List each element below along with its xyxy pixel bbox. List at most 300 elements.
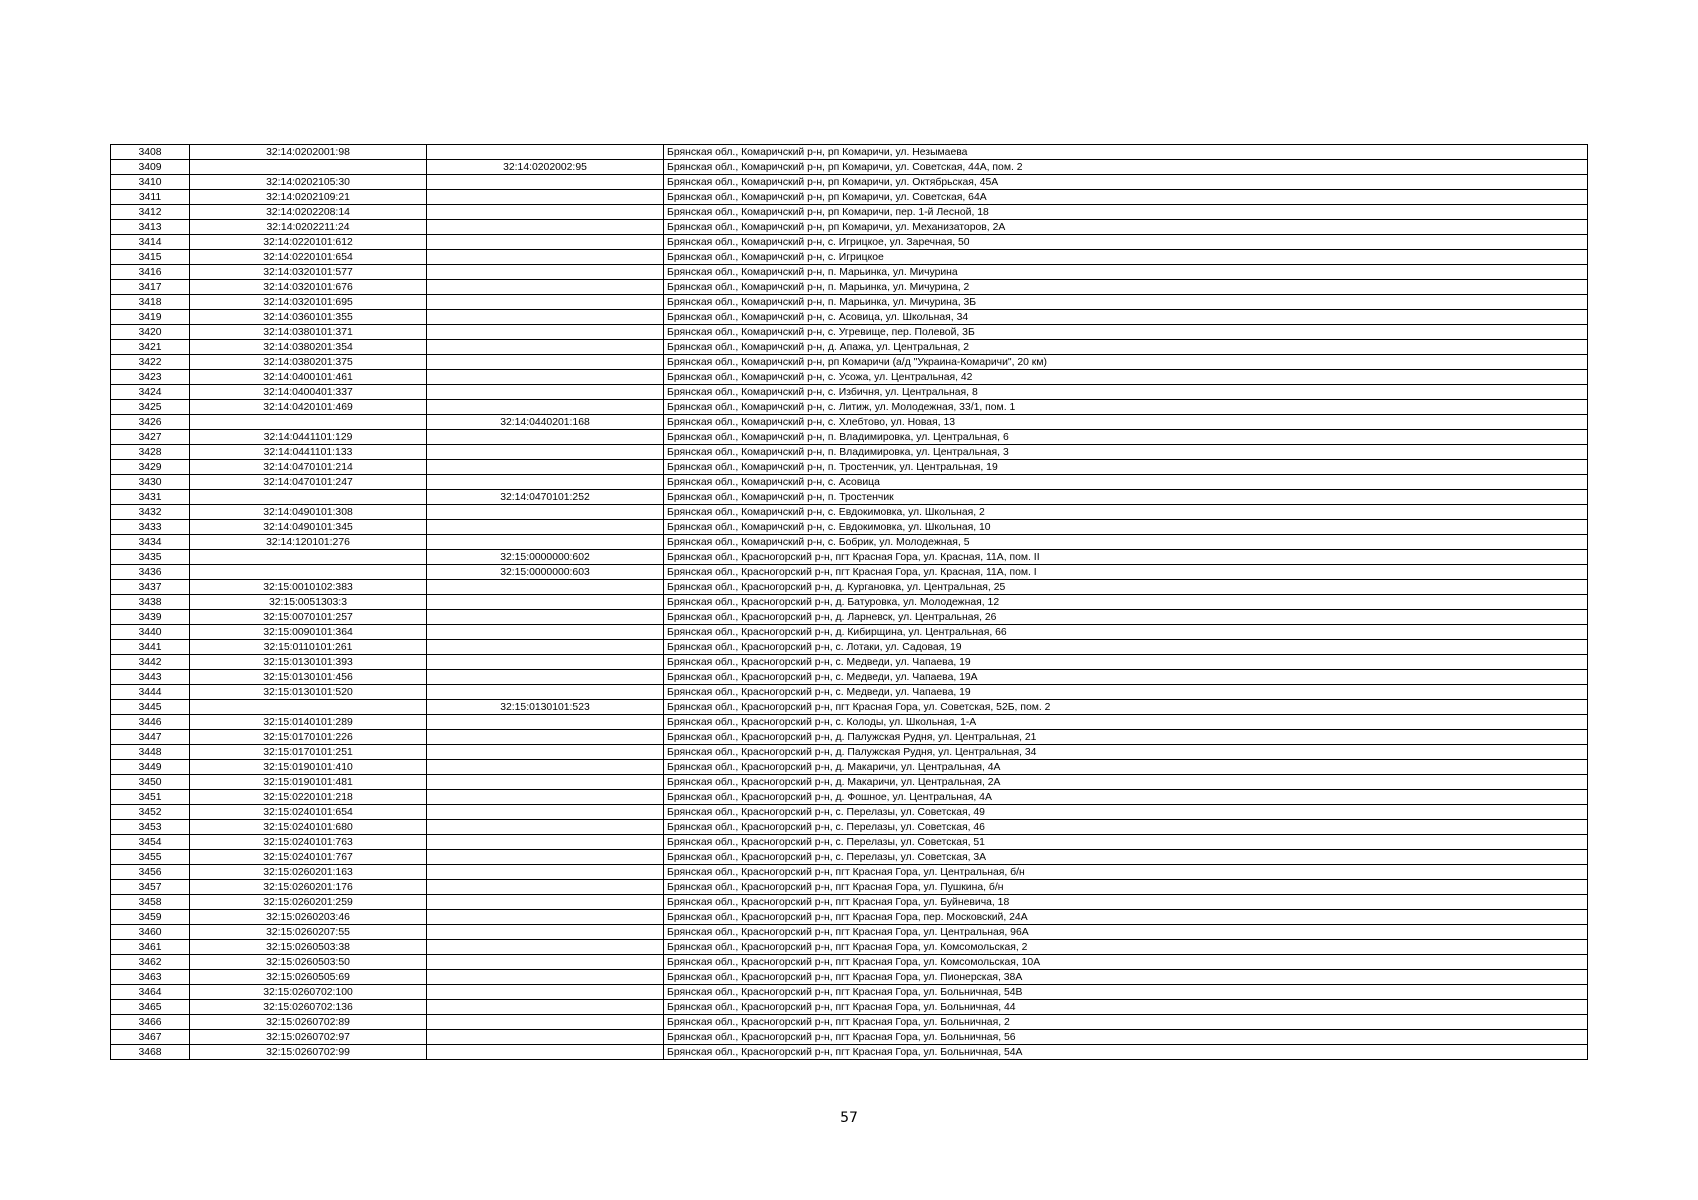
- address-cell: Брянская обл., Комаричский р-н, рп Комаричи, ул. Советская, 44А, пом. 2: [664, 160, 1588, 175]
- cadastral-number-cell: [190, 565, 427, 580]
- row-number-cell: 3467: [111, 1030, 190, 1045]
- premises-cadastral-number-cell: [427, 1030, 664, 1045]
- address-cell: Брянская обл., Красногорский р-н, пгт Красная Гора, ул. Центральная, 96А: [664, 925, 1588, 940]
- address-cell: Брянская обл., Комаричский р-н, рп Комаричи, ул. Советская, 64А: [664, 190, 1588, 205]
- row-number-cell: 3439: [111, 610, 190, 625]
- table-row: [111, 340, 1588, 355]
- address-cell: Брянская обл., Красногорский р-н, с. Лотаки, ул. Садовая, 19: [664, 640, 1588, 655]
- row-number-cell: 3445: [111, 700, 190, 715]
- address-cell: Брянская обл., Комаричский р-н, д. Апажа, ул. Центральная, 2: [664, 340, 1588, 355]
- row-number-cell: 3456: [111, 865, 190, 880]
- address-cell: Брянская обл., Красногорский р-н, с. Колоды, ул. Школьная, 1-А: [664, 715, 1588, 730]
- cadastral-number-cell: [190, 160, 427, 175]
- cadastral-number-cell: 32:15:0140101:289: [190, 715, 427, 730]
- premises-cadastral-number-cell: 32:15:0130101:523: [427, 700, 664, 715]
- address-cell: Брянская обл., Красногорский р-н, пгт Красная Гора, ул. Красная, 11А, пом. I: [664, 565, 1588, 580]
- address-cell: Брянская обл., Красногорский р-н, д. Палужская Рудня, ул. Центральная, 21: [664, 730, 1588, 745]
- row-number-cell: 3438: [111, 595, 190, 610]
- row-number-cell: 3459: [111, 910, 190, 925]
- row-number-cell: 3466: [111, 1015, 190, 1030]
- table-row: [111, 970, 1588, 985]
- premises-cadastral-number-cell: [427, 280, 664, 295]
- table-row: [111, 790, 1588, 805]
- row-number-cell: 3457: [111, 880, 190, 895]
- cadastral-number-cell: 32:15:0240101:767: [190, 850, 427, 865]
- table-row: [111, 850, 1588, 865]
- address-cell: Брянская обл., Красногорский р-н, с. Перелазы, ул. Советская, 49: [664, 805, 1588, 820]
- premises-cadastral-number-cell: [427, 385, 664, 400]
- table-row: [111, 370, 1588, 385]
- address-cell: Брянская обл., Красногорский р-н, д. Фошное, ул. Центральная, 4А: [664, 790, 1588, 805]
- table-row: [111, 595, 1588, 610]
- premises-cadastral-number-cell: [427, 895, 664, 910]
- row-number-cell: 3464: [111, 985, 190, 1000]
- table-row: [111, 265, 1588, 280]
- cadastral-number-cell: 32:15:0110101:261: [190, 640, 427, 655]
- address-cell: Брянская обл., Комаричский р-н, п. Тростенчик: [664, 490, 1588, 505]
- row-number-cell: 3462: [111, 955, 190, 970]
- table-row: [111, 325, 1588, 340]
- premises-cadastral-number-cell: [427, 595, 664, 610]
- cadastral-number-cell: 32:15:0240101:654: [190, 805, 427, 820]
- premises-cadastral-number-cell: [427, 835, 664, 850]
- table-row: [111, 490, 1588, 505]
- table-row: [111, 250, 1588, 265]
- address-cell: Брянская обл., Красногорский р-н, пгт Красная Гора, ул. Больничная, 44: [664, 1000, 1588, 1015]
- cadastral-number-cell: 32:14:0490101:345: [190, 520, 427, 535]
- address-cell: Брянская обл., Красногорский р-н, пгт Красная Гора, ул. Пушкина, б/н: [664, 880, 1588, 895]
- address-cell: Брянская обл., Красногорский р-н, д. Кибирщина, ул. Центральная, 66: [664, 625, 1588, 640]
- cadastral-number-cell: 32:15:0051303:3: [190, 595, 427, 610]
- row-number-cell: 3465: [111, 1000, 190, 1015]
- row-number-cell: 3447: [111, 730, 190, 745]
- premises-cadastral-number-cell: [427, 805, 664, 820]
- premises-cadastral-number-cell: [427, 190, 664, 205]
- row-number-cell: 3455: [111, 850, 190, 865]
- premises-cadastral-number-cell: [427, 880, 664, 895]
- address-cell: Брянская обл., Комаричский р-н, п. Владимировка, ул. Центральная, 3: [664, 445, 1588, 460]
- table-row: [111, 220, 1588, 235]
- address-cell: Брянская обл., Красногорский р-н, д. Ларневск, ул. Центральная, 26: [664, 610, 1588, 625]
- row-number-cell: 3450: [111, 775, 190, 790]
- table-row: [111, 175, 1588, 190]
- cadastral-number-cell: 32:14:0470101:214: [190, 460, 427, 475]
- table-row: [111, 625, 1588, 640]
- row-number-cell: 3410: [111, 175, 190, 190]
- cadastral-number-cell: 32:14:0360101:355: [190, 310, 427, 325]
- table-row: [111, 295, 1588, 310]
- premises-cadastral-number-cell: [427, 580, 664, 595]
- row-number-cell: 3443: [111, 670, 190, 685]
- table-row: [111, 1030, 1588, 1045]
- row-number-cell: 3408: [111, 145, 190, 160]
- premises-cadastral-number-cell: [427, 745, 664, 760]
- row-number-cell: 3418: [111, 295, 190, 310]
- address-cell: Брянская обл., Красногорский р-н, д. Макаричи, ул. Центральная, 2А: [664, 775, 1588, 790]
- table-row: [111, 355, 1588, 370]
- row-number-cell: 3433: [111, 520, 190, 535]
- premises-cadastral-number-cell: [427, 1015, 664, 1030]
- table-row: [111, 475, 1588, 490]
- cadastral-number-cell: 32:15:0240101:680: [190, 820, 427, 835]
- table-row: [111, 805, 1588, 820]
- premises-cadastral-number-cell: 32:14:0440201:168: [427, 415, 664, 430]
- premises-cadastral-number-cell: [427, 670, 664, 685]
- premises-cadastral-number-cell: [427, 655, 664, 670]
- premises-cadastral-number-cell: 32:14:0470101:252: [427, 490, 664, 505]
- address-cell: Брянская обл., Красногорский р-н, пгт Красная Гора, ул. Центральная, б/н: [664, 865, 1588, 880]
- cadastral-number-cell: 32:15:0190101:410: [190, 760, 427, 775]
- table-row: [111, 685, 1588, 700]
- table-row: [111, 655, 1588, 670]
- table-row: [111, 565, 1588, 580]
- table-row: [111, 550, 1588, 565]
- table-row: [111, 760, 1588, 775]
- table-row: [111, 580, 1588, 595]
- premises-cadastral-number-cell: [427, 460, 664, 475]
- row-number-cell: 3422: [111, 355, 190, 370]
- address-cell: Брянская обл., Комаричский р-н, п. Владимировка, ул. Центральная, 6: [664, 430, 1588, 445]
- table-row: [111, 715, 1588, 730]
- table-row: [111, 280, 1588, 295]
- table-row: [111, 820, 1588, 835]
- cadastral-number-cell: 32:14:0320101:676: [190, 280, 427, 295]
- address-cell: Брянская обл., Красногорский р-н, с. Медведи, ул. Чапаева, 19: [664, 655, 1588, 670]
- table-row: [111, 385, 1588, 400]
- address-cell: Брянская обл., Комаричский р-н, с. Игрицкое: [664, 250, 1588, 265]
- address-cell: Брянская обл., Красногорский р-н, д. Батуровка, ул. Молодежная, 12: [664, 595, 1588, 610]
- cadastral-number-cell: 32:14:0220101:654: [190, 250, 427, 265]
- cadastral-number-cell: 32:14:0220101:612: [190, 235, 427, 250]
- premises-cadastral-number-cell: [427, 760, 664, 775]
- address-cell: Брянская обл., Комаричский р-н, с. Избичня, ул. Центральная, 8: [664, 385, 1588, 400]
- table-row: [111, 880, 1588, 895]
- cadastral-number-cell: 32:15:0260203:46: [190, 910, 427, 925]
- cadastral-number-cell: [190, 550, 427, 565]
- cadastral-number-cell: [190, 700, 427, 715]
- row-number-cell: 3424: [111, 385, 190, 400]
- row-number-cell: 3411: [111, 190, 190, 205]
- address-cell: Брянская обл., Комаричский р-н, с. Евдокимовка, ул. Школьная, 10: [664, 520, 1588, 535]
- cadastral-number-cell: 32:15:0260505:69: [190, 970, 427, 985]
- row-number-cell: 3440: [111, 625, 190, 640]
- row-number-cell: 3416: [111, 265, 190, 280]
- row-number-cell: 3430: [111, 475, 190, 490]
- table-row: [111, 505, 1588, 520]
- cadastral-number-cell: 32:14:0400101:461: [190, 370, 427, 385]
- row-number-cell: 3423: [111, 370, 190, 385]
- address-cell: Брянская обл., Комаричский р-н, с. Асовица, ул. Школьная, 34: [664, 310, 1588, 325]
- cadastral-number-cell: 32:15:0260503:38: [190, 940, 427, 955]
- cadastral-number-cell: 32:14:0420101:469: [190, 400, 427, 415]
- row-number-cell: 3413: [111, 220, 190, 235]
- cadastral-number-cell: 32:14:0320101:695: [190, 295, 427, 310]
- row-number-cell: 3417: [111, 280, 190, 295]
- address-cell: Брянская обл., Красногорский р-н, пгт Красная Гора, пер. Московский, 24А: [664, 910, 1588, 925]
- cadastral-number-cell: 32:14:0380201:375: [190, 355, 427, 370]
- address-cell: Брянская обл., Комаричский р-н, с. Литиж, ул. Молодежная, 33/1, пом. 1: [664, 400, 1588, 415]
- cadastral-number-cell: 32:14:0202211:24: [190, 220, 427, 235]
- premises-cadastral-number-cell: [427, 640, 664, 655]
- address-cell: Брянская обл., Комаричский р-н, п. Марьинка, ул. Мичурина: [664, 265, 1588, 280]
- premises-cadastral-number-cell: 32:15:0000000:603: [427, 565, 664, 580]
- cadastral-number-cell: 32:15:0260207:55: [190, 925, 427, 940]
- cadastral-number-cell: 32:14:0320101:577: [190, 265, 427, 280]
- row-number-cell: 3436: [111, 565, 190, 580]
- premises-cadastral-number-cell: [427, 925, 664, 940]
- premises-cadastral-number-cell: [427, 940, 664, 955]
- premises-cadastral-number-cell: [427, 520, 664, 535]
- premises-cadastral-number-cell: 32:15:0000000:602: [427, 550, 664, 565]
- row-number-cell: 3468: [111, 1045, 190, 1060]
- cadastral-number-cell: 32:14:0380201:354: [190, 340, 427, 355]
- premises-cadastral-number-cell: [427, 325, 664, 340]
- premises-cadastral-number-cell: [427, 220, 664, 235]
- cadastral-number-cell: 32:15:0260702:100: [190, 985, 427, 1000]
- row-number-cell: 3451: [111, 790, 190, 805]
- cadastral-number-cell: 32:14:0490101:308: [190, 505, 427, 520]
- address-cell: Брянская обл., Комаричский р-н, с. Хлебтово, ул. Новая, 13: [664, 415, 1588, 430]
- address-cell: Брянская обл., Комаричский р-н, рп Комаричи, ул. Незымаева: [664, 145, 1588, 160]
- cadastral-number-cell: 32:14:0400401:337: [190, 385, 427, 400]
- table-row: [111, 1000, 1588, 1015]
- cadastral-number-cell: 32:14:0202001:98: [190, 145, 427, 160]
- premises-cadastral-number-cell: [427, 985, 664, 1000]
- premises-cadastral-number-cell: [427, 865, 664, 880]
- table-row: [111, 670, 1588, 685]
- cadastral-number-cell: 32:14:120101:276: [190, 535, 427, 550]
- cadastral-number-cell: 32:15:0130101:456: [190, 670, 427, 685]
- premises-cadastral-number-cell: [427, 295, 664, 310]
- table-row: [111, 1015, 1588, 1030]
- row-number-cell: 3446: [111, 715, 190, 730]
- address-cell: Брянская обл., Комаричский р-н, рп Комаричи, пер. 1-й Лесной, 18: [664, 205, 1588, 220]
- premises-cadastral-number-cell: [427, 430, 664, 445]
- address-cell: Брянская обл., Комаричский р-н, с. Евдокимовка, ул. Школьная, 2: [664, 505, 1588, 520]
- table-row: [111, 1045, 1588, 1060]
- table-row: [111, 520, 1588, 535]
- address-cell: Брянская обл., Красногорский р-н, с. Перелазы, ул. Советская, 3А: [664, 850, 1588, 865]
- table-row: [111, 535, 1588, 550]
- cadastral-number-cell: 32:15:0260503:50: [190, 955, 427, 970]
- table-row: [111, 445, 1588, 460]
- cadastral-number-cell: 32:15:0220101:218: [190, 790, 427, 805]
- table-row: [111, 205, 1588, 220]
- address-cell: Брянская обл., Красногорский р-н, д. Макаричи, ул. Центральная, 4А: [664, 760, 1588, 775]
- cadastral-number-cell: 32:15:0260702:89: [190, 1015, 427, 1030]
- address-cell: Брянская обл., Комаричский р-н, рп Комаричи, ул. Механизаторов, 2А: [664, 220, 1588, 235]
- table-row: [111, 145, 1588, 160]
- table-row: [111, 610, 1588, 625]
- premises-cadastral-number-cell: [427, 715, 664, 730]
- row-number-cell: 3427: [111, 430, 190, 445]
- row-number-cell: 3421: [111, 340, 190, 355]
- table-body: [111, 145, 1588, 1060]
- table-row: [111, 430, 1588, 445]
- cadastral-number-cell: 32:15:0130101:520: [190, 685, 427, 700]
- row-number-cell: 3409: [111, 160, 190, 175]
- cadastral-number-cell: 32:15:0260201:176: [190, 880, 427, 895]
- address-cell: Брянская обл., Комаричский р-н, п. Марьинка, ул. Мичурина, 3Б: [664, 295, 1588, 310]
- cadastral-number-cell: [190, 490, 427, 505]
- table-row: [111, 160, 1588, 175]
- row-number-cell: 3429: [111, 460, 190, 475]
- cadastral-number-cell: 32:15:0010102:383: [190, 580, 427, 595]
- table-row: [111, 865, 1588, 880]
- address-cell: Брянская обл., Красногорский р-н, д. Кургановка, ул. Центральная, 25: [664, 580, 1588, 595]
- cadastral-number-cell: 32:15:0090101:364: [190, 625, 427, 640]
- row-number-cell: 3437: [111, 580, 190, 595]
- row-number-cell: 3460: [111, 925, 190, 940]
- cadastral-number-cell: 32:15:0260702:97: [190, 1030, 427, 1045]
- row-number-cell: 3448: [111, 745, 190, 760]
- premises-cadastral-number-cell: [427, 205, 664, 220]
- premises-cadastral-number-cell: [427, 355, 664, 370]
- table-row: [111, 925, 1588, 940]
- premises-cadastral-number-cell: [427, 775, 664, 790]
- address-cell: Брянская обл., Красногорский р-н, пгт Красная Гора, ул. Больничная, 54В: [664, 985, 1588, 1000]
- cadastral-number-cell: 32:14:0202208:14: [190, 205, 427, 220]
- row-number-cell: 3453: [111, 820, 190, 835]
- row-number-cell: 3432: [111, 505, 190, 520]
- table-row: [111, 310, 1588, 325]
- table-row: [111, 235, 1588, 250]
- table-row: [111, 460, 1588, 475]
- premises-cadastral-number-cell: [427, 340, 664, 355]
- table-row: [111, 415, 1588, 430]
- row-number-cell: 3463: [111, 970, 190, 985]
- cadastral-number-cell: 32:14:0202109:21: [190, 190, 427, 205]
- premises-cadastral-number-cell: [427, 730, 664, 745]
- row-number-cell: 3426: [111, 415, 190, 430]
- table-row: [111, 700, 1588, 715]
- address-cell: Брянская обл., Красногорский р-н, пгт Красная Гора, ул. Красная, 11А, пом. II: [664, 550, 1588, 565]
- address-cell: Брянская обл., Красногорский р-н, пгт Красная Гора, ул. Советская, 52Б, пом. 2: [664, 700, 1588, 715]
- row-number-cell: 3425: [111, 400, 190, 415]
- premises-cadastral-number-cell: [427, 1000, 664, 1015]
- premises-cadastral-number-cell: [427, 175, 664, 190]
- premises-cadastral-number-cell: [427, 610, 664, 625]
- row-number-cell: 3428: [111, 445, 190, 460]
- row-number-cell: 3458: [111, 895, 190, 910]
- page-number: 57: [840, 1110, 858, 1126]
- cadastral-number-cell: 32:14:0441101:133: [190, 445, 427, 460]
- property-table: [110, 144, 1588, 1060]
- cadastral-number-cell: 32:14:0380101:371: [190, 325, 427, 340]
- cadastral-number-cell: 32:14:0441101:129: [190, 430, 427, 445]
- table-row: [111, 895, 1588, 910]
- address-cell: Брянская обл., Комаричский р-н, с. Усожа, ул. Центральная, 42: [664, 370, 1588, 385]
- cadastral-number-cell: 32:14:0470101:247: [190, 475, 427, 490]
- address-cell: Брянская обл., Красногорский р-н, пгт Красная Гора, ул. Больничная, 56: [664, 1030, 1588, 1045]
- row-number-cell: 3414: [111, 235, 190, 250]
- premises-cadastral-number-cell: [427, 625, 664, 640]
- address-cell: Брянская обл., Красногорский р-н, д. Палужская Рудня, ул. Центральная, 34: [664, 745, 1588, 760]
- address-cell: Брянская обл., Комаричский р-н, п. Тростенчик, ул. Центральная, 19: [664, 460, 1588, 475]
- address-cell: Брянская обл., Комаричский р-н, рп Комаричи, ул. Октябрьская, 45А: [664, 175, 1588, 190]
- cadastral-number-cell: 32:15:0190101:481: [190, 775, 427, 790]
- cadastral-number-cell: 32:14:0202105:30: [190, 175, 427, 190]
- cadastral-number-cell: 32:15:0260201:163: [190, 865, 427, 880]
- premises-cadastral-number-cell: [427, 475, 664, 490]
- premises-cadastral-number-cell: [427, 535, 664, 550]
- row-number-cell: 3442: [111, 655, 190, 670]
- cadastral-number-cell: 32:15:0260201:259: [190, 895, 427, 910]
- table-row: [111, 985, 1588, 1000]
- cadastral-number-cell: 32:15:0260702:136: [190, 1000, 427, 1015]
- cadastral-number-cell: 32:15:0170101:251: [190, 745, 427, 760]
- premises-cadastral-number-cell: [427, 145, 664, 160]
- premises-cadastral-number-cell: [427, 910, 664, 925]
- address-cell: Брянская обл., Красногорский р-н, с. Медведи, ул. Чапаева, 19А: [664, 670, 1588, 685]
- table-row: [111, 745, 1588, 760]
- premises-cadastral-number-cell: [427, 250, 664, 265]
- row-number-cell: 3412: [111, 205, 190, 220]
- row-number-cell: 3431: [111, 490, 190, 505]
- address-cell: Брянская обл., Красногорский р-н, пгт Красная Гора, ул. Комсомольская, 10А: [664, 955, 1588, 970]
- cadastral-number-cell: 32:15:0070101:257: [190, 610, 427, 625]
- table-row: [111, 955, 1588, 970]
- premises-cadastral-number-cell: [427, 265, 664, 280]
- table-row: [111, 730, 1588, 745]
- cadastral-number-cell: [190, 415, 427, 430]
- premises-cadastral-number-cell: 32:14:0202002:95: [427, 160, 664, 175]
- table-row: [111, 910, 1588, 925]
- address-cell: Брянская обл., Комаричский р-н, рп Комаричи (а/д "Украина-Комаричи", 20 км): [664, 355, 1588, 370]
- premises-cadastral-number-cell: [427, 370, 664, 385]
- cadastral-number-cell: 32:15:0170101:226: [190, 730, 427, 745]
- row-number-cell: 3441: [111, 640, 190, 655]
- table-row: [111, 190, 1588, 205]
- row-number-cell: 3435: [111, 550, 190, 565]
- address-cell: Брянская обл., Комаричский р-н, с. Угревище, пер. Полевой, 3Б: [664, 325, 1588, 340]
- cadastral-number-cell: 32:15:0260702:99: [190, 1045, 427, 1060]
- premises-cadastral-number-cell: [427, 1045, 664, 1060]
- table-row: [111, 940, 1588, 955]
- row-number-cell: 3419: [111, 310, 190, 325]
- premises-cadastral-number-cell: [427, 970, 664, 985]
- row-number-cell: 3420: [111, 325, 190, 340]
- row-number-cell: 3461: [111, 940, 190, 955]
- premises-cadastral-number-cell: [427, 850, 664, 865]
- premises-cadastral-number-cell: [427, 445, 664, 460]
- address-cell: Брянская обл., Комаричский р-н, с. Игрицкое, ул. Заречная, 50: [664, 235, 1588, 250]
- address-cell: Брянская обл., Красногорский р-н, пгт Красная Гора, ул. Буйневича, 18: [664, 895, 1588, 910]
- premises-cadastral-number-cell: [427, 310, 664, 325]
- address-cell: Брянская обл., Красногорский р-н, пгт Красная Гора, ул. Пионерская, 38А: [664, 970, 1588, 985]
- row-number-cell: 3434: [111, 535, 190, 550]
- address-cell: Брянская обл., Комаричский р-н, с. Бобрик, ул. Молодежная, 5: [664, 535, 1588, 550]
- premises-cadastral-number-cell: [427, 235, 664, 250]
- premises-cadastral-number-cell: [427, 400, 664, 415]
- address-cell: Брянская обл., Комаричский р-н, с. Асовица: [664, 475, 1588, 490]
- row-number-cell: 3444: [111, 685, 190, 700]
- premises-cadastral-number-cell: [427, 505, 664, 520]
- row-number-cell: 3454: [111, 835, 190, 850]
- property-table-container: [110, 144, 1588, 1060]
- cadastral-number-cell: 32:15:0240101:763: [190, 835, 427, 850]
- row-number-cell: 3415: [111, 250, 190, 265]
- address-cell: Брянская обл., Комаричский р-н, п. Марьинка, ул. Мичурина, 2: [664, 280, 1588, 295]
- address-cell: Брянская обл., Красногорский р-н, пгт Красная Гора, ул. Больничная, 54А: [664, 1045, 1588, 1060]
- row-number-cell: 3452: [111, 805, 190, 820]
- premises-cadastral-number-cell: [427, 790, 664, 805]
- address-cell: Брянская обл., Красногорский р-н, пгт Красная Гора, ул. Комсомольская, 2: [664, 940, 1588, 955]
- premises-cadastral-number-cell: [427, 685, 664, 700]
- table-row: [111, 775, 1588, 790]
- premises-cadastral-number-cell: [427, 820, 664, 835]
- premises-cadastral-number-cell: [427, 955, 664, 970]
